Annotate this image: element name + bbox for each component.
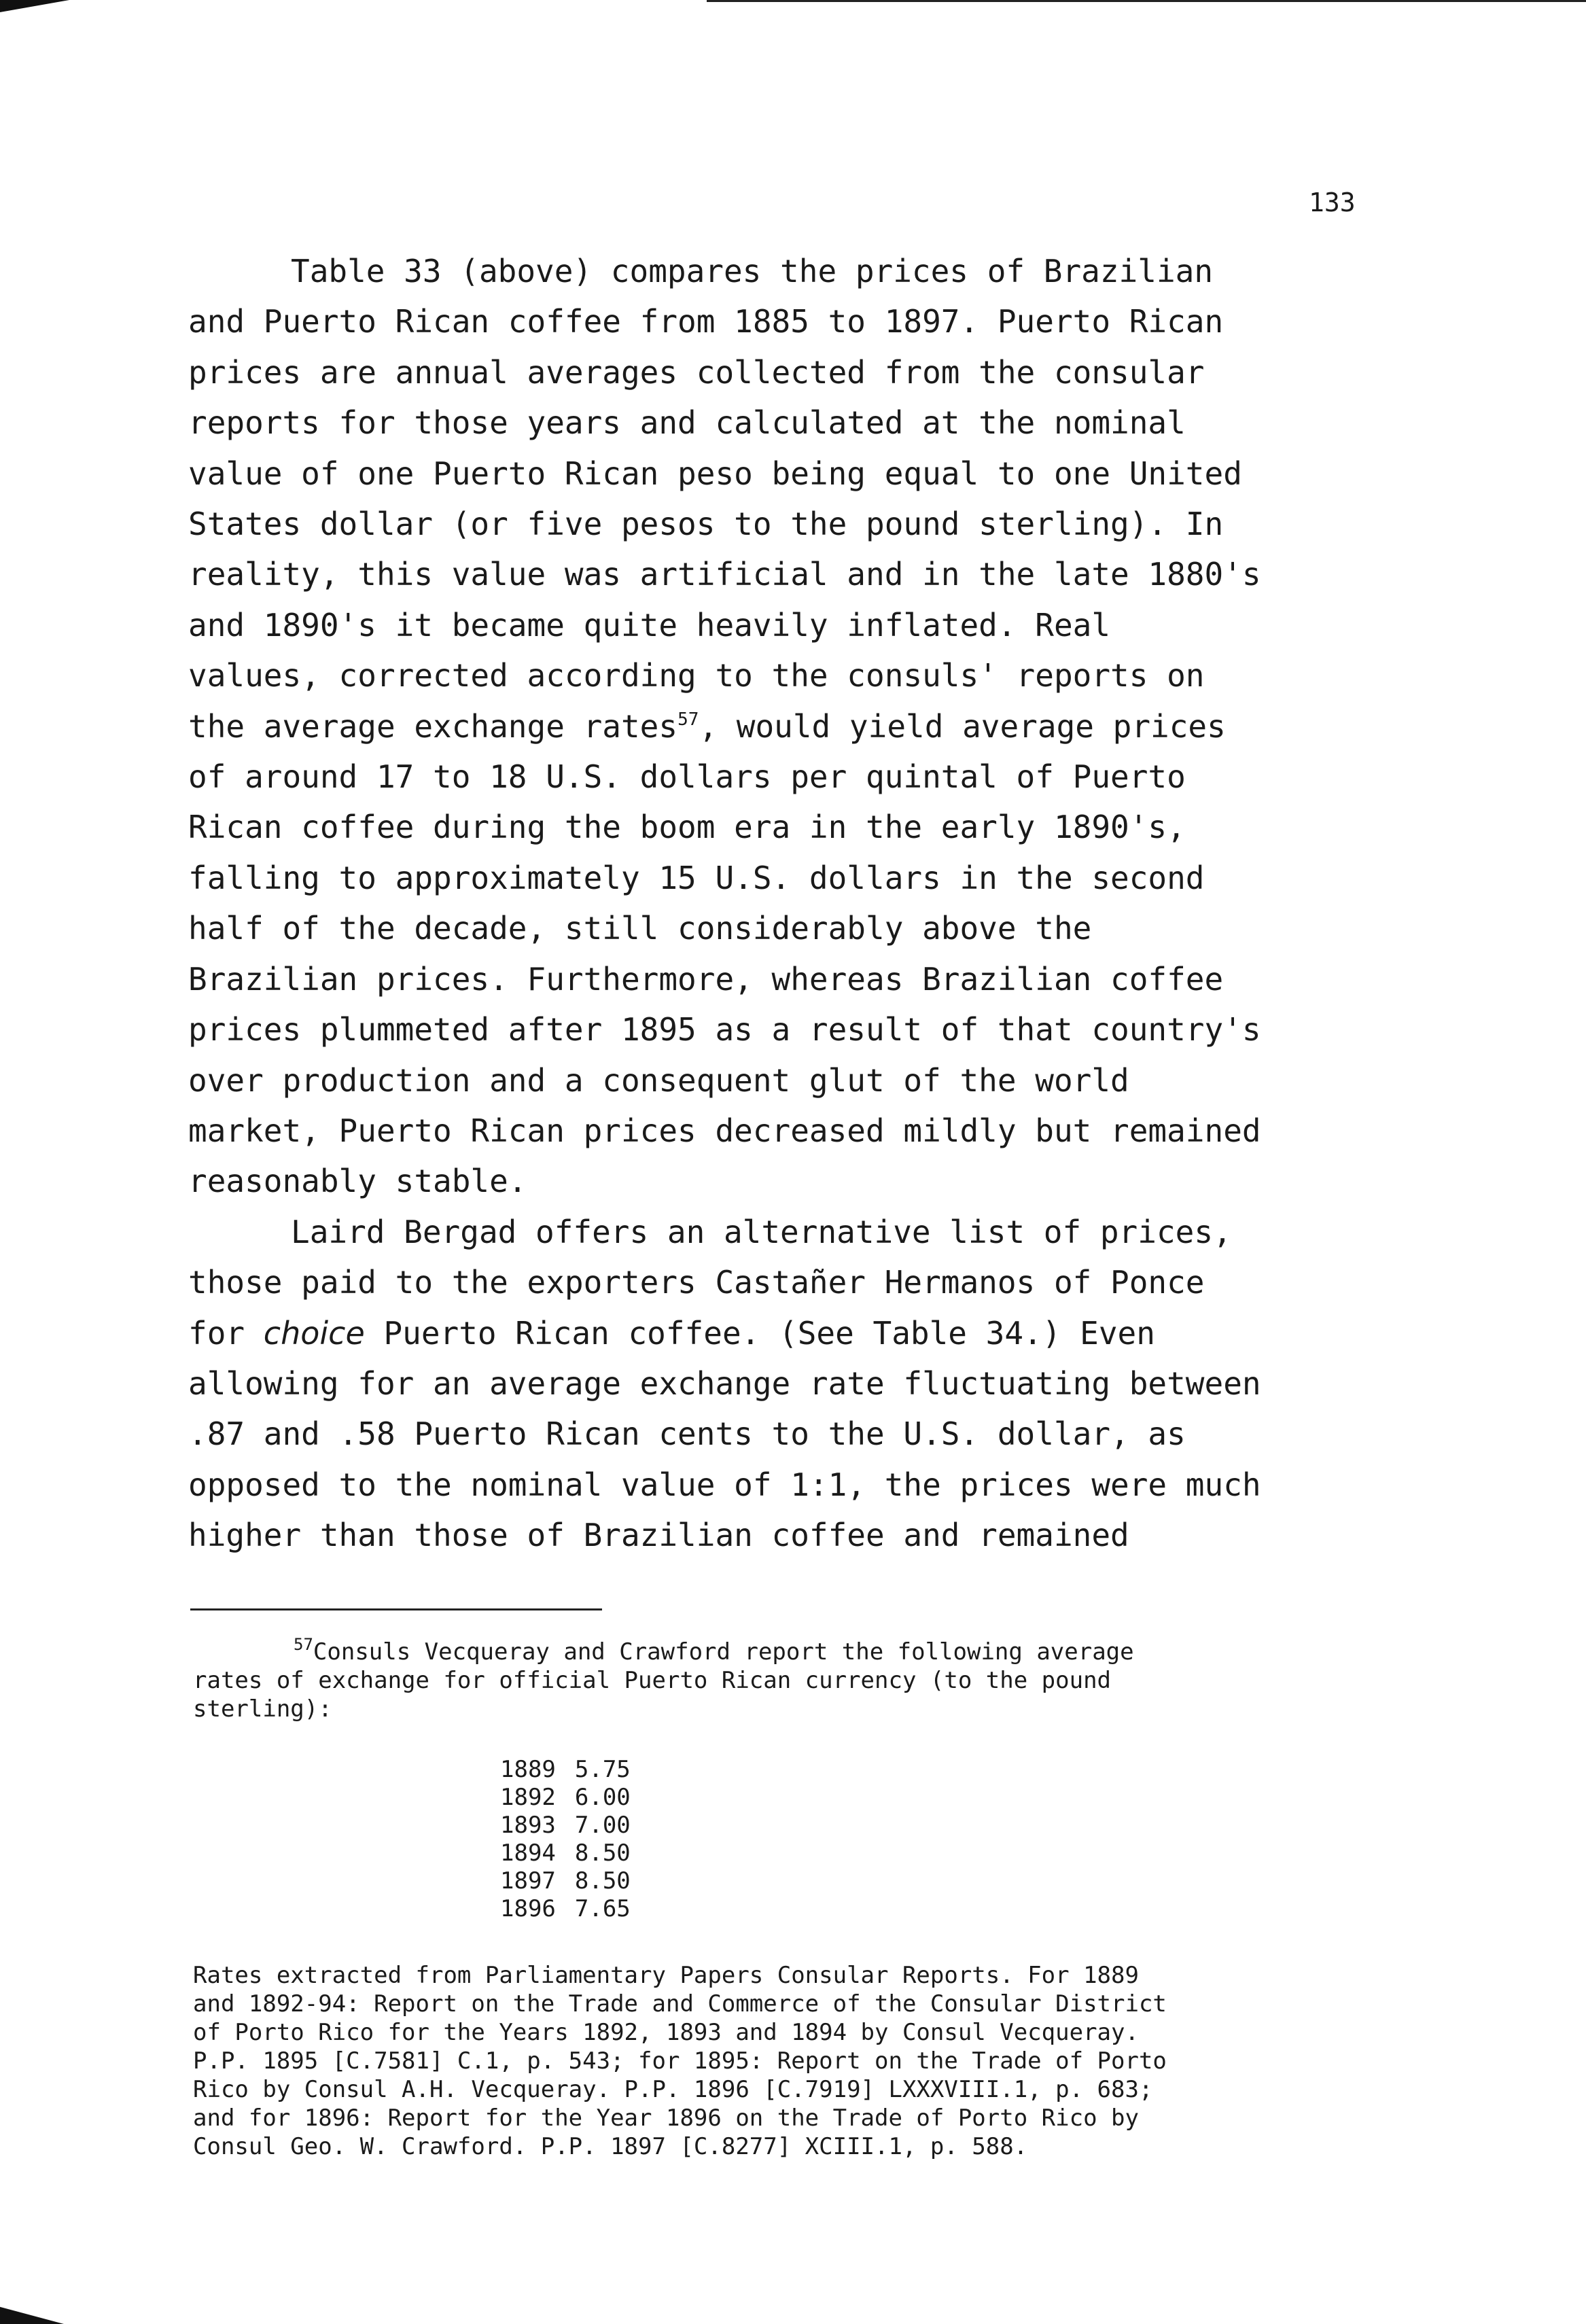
table-row — [500, 1895, 631, 1923]
rate-value: 5.75 — [574, 1756, 631, 1783]
rate-year: 1894 — [500, 1839, 556, 1867]
rate-year: 1896 — [500, 1895, 556, 1922]
paragraph-2-text-a: Laird Bergad offers an alternative list of prices, those paid to the exporters Castañer Hermanos of Ponce for — [188, 1213, 1232, 1352]
paragraph-2 — [188, 1207, 1384, 1561]
footnote-57 — [193, 1635, 1375, 2161]
paragraph-2-emphasis: choice — [263, 1314, 365, 1352]
table-row — [500, 1867, 631, 1895]
rate-year: 1892 — [500, 1784, 556, 1811]
footnote-intro — [193, 1635, 1375, 1723]
table-row — [500, 1784, 631, 1812]
footnote-divider — [190, 1608, 602, 1610]
page-number: 133 — [1309, 188, 1356, 217]
paragraph-1-text-a: Table 33 (above) compares the prices of Brazilian and Puerto Rican coffee from 1885 to 1897. Puerto Rican prices are annual averages collected from the consular reports for those years and calculated at the nominal value of one Puerto Rican peso being equal to one United States dollar (or five pesos to the pound sterling). In reality, this value was artificial and in the late 1880's and 1890's it became quite heavily inflated. Real values, corrected according to the consuls' reports on the average exchange rates — [188, 253, 1261, 745]
table-row — [500, 1756, 631, 1784]
rate-year: 1889 — [500, 1756, 556, 1783]
table-row — [500, 1839, 631, 1867]
footnote-source: Rates extracted from Parliamentary Papers Consular Reports. For 1889 and 1892-94: Report on the Trade and Commerce of the Consular District of Porto Rico for the Years 1892, 1893 and 1894 by Consul Vecqueray. P.P. 1895 [C.7581] C.1, p. 543; for 1895: Report on the Trade of Porto Rico by Consul A.H. Vecqueray. P.P. 1896 [C.7919] LXXXVIII.1, p. 683; and for 1896: Report for the Year 1896 on the Trade of Porto Rico by Consul Geo. W. Crawford. P.P. 1897 [C.8277] XCIII.1, p. 588. — [193, 1962, 1167, 2160]
paragraph-1-text-b: , would yield average prices of around 17 to 18 U.S. dollars per quintal of Puerto Rican coffee during the boom era in the early 1890's, falling to approximately 15 U.S. dollars in the second half of the decade, still considerably above the Brazilian prices. Furthermore, whereas Brazilian coffee prices plummeted after 1895 as a result of that country's over production and a consequent glut of the world market, Puerto Rican prices decreased mildly but remained reasonably stable. — [188, 707, 1261, 1200]
footnote-intro-text: Consuls Vecqueray and Crawford report the following average rates of exchange for official Puerto Rican currency (to the pound sterling): — [193, 1638, 1134, 1723]
rate-year: 1893 — [500, 1812, 556, 1839]
rate-year: 1897 — [500, 1867, 556, 1895]
footnote-ref-57[interactable]: 57 — [677, 709, 699, 730]
footnote-marker: 57 — [294, 1635, 313, 1654]
scan-edge-top-line — [707, 0, 1586, 2]
rate-value: 7.65 — [574, 1895, 631, 1922]
scan-edge-top-left — [0, 0, 95, 18]
rate-value: 8.50 — [574, 1839, 631, 1867]
body-text — [188, 246, 1384, 1561]
rate-value: 7.00 — [574, 1812, 631, 1839]
table-row — [500, 1812, 631, 1839]
exchange-rates-table — [500, 1756, 631, 1923]
paragraph-2-text-b: Puerto Rican coffee. (See Table 34.) Even allowing for an average exchange rate fluctuating between .87 and .58 Puerto Rican cents to the U.S. dollar, as opposed to the nominal value of 1:1, the prices were much higher than those of Brazilian coffee and remained — [188, 1314, 1261, 1554]
rate-value: 6.00 — [574, 1784, 631, 1811]
rate-value: 8.50 — [574, 1867, 631, 1895]
paragraph-1 — [188, 246, 1384, 1207]
scan-edge-bottom-left — [0, 2304, 82, 2324]
